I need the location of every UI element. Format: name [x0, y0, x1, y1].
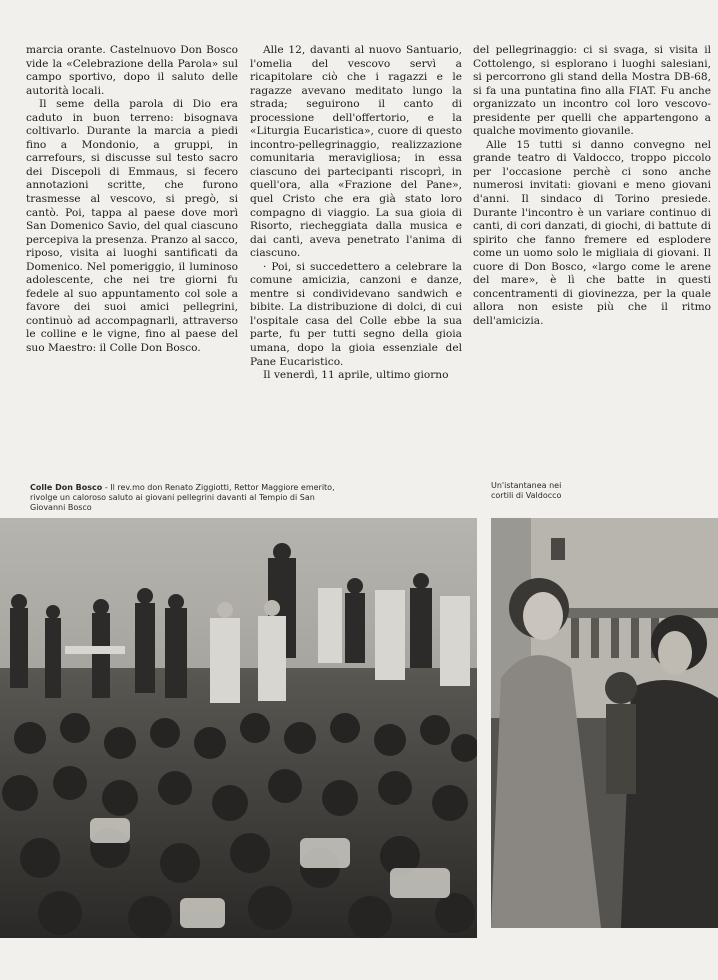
- caption-title: Colle Don Bosco: [30, 483, 103, 492]
- photo-caption-right: Un'istantanea nei cortili di Valdocco: [491, 481, 562, 500]
- text-column-1: [26, 44, 238, 356]
- photo-caption-left: [30, 483, 350, 513]
- photo-crowd-image: [0, 518, 477, 938]
- paragraph: Il seme della parola di Dio era caduto in buon terreno: bisognava coltivarlo. Durante la marcia a piedi fino a Mondonio, a gruppi, in carrefours, si discusse sul testo sacro dei Discepoli di Emmaus, si fecero annotazioni scritte, che furono trasmesse al vescovo, si pregò, si cantò. Poi, tappa al paese dove morì San Domenico Savio, del qual ciascuno percepiva la presenza. Pranzo al sacco, riposo, visita ai luoghi santificati da Domenico. Nel pomeriggio, il luminoso adolescente, che nei tre giorni fu fedele al suo appuntamento col sole a favore dei suoi amici pellegrini, continuò ad accompagnarli, attraverso le colline e le vigne, fino al paese del suo Maestro: il Colle Don Bosco.: [26, 98, 238, 355]
- paragraph: Alle 15 tutti si danno convegno nel grande teatro di Valdocco, troppo piccolo per l'occasione perchè ci sono anche numerosi invitati: giovani e meno giovani d'anni. Il sindaco di Torino presiede. Durante l'incontro è un variare continuo di canti, di cori danzati, di giochi, di battute di spirito che fanno fremere ed esplodere come un uomo solo le migliaia di giovani. Il cuore di Don Bosco, «largo come le arene del mare», è lì che batte in questi concentramenti di giovinezza, per la quale allora non esiste più che il ritmo dell'amicizia.: [473, 138, 711, 327]
- paragraph: Il venerdì, 11 aprile, ultimo giorno: [263, 369, 449, 382]
- paragraph: Alle 12, davanti al nuovo Santuario, l'omelia del vescovo servì a ricapitolare ciò che i ragazzi e le ragazze avevano meditato lungo la strada; seguirono il canto di processione dell'offertorio, e la «Liturgia Eucaristica», cuore di questo incontro-pellegrinaggio, realizzazione comunitaria meravigliosa; in essa ciascuno dei partecipanti riscoprì, in quell'ora, alla «Frazione del Pane», quel Cristo che era già stato loro compagno di viaggio. La sua gioia di Risorto, riecheggiata dalla musica e dai canti, aveva penetrato l'anima di ciascuno.: [250, 44, 462, 260]
- text-column-2: [250, 44, 462, 383]
- text-column-3: [473, 44, 711, 328]
- paragraph: · Poi, si succedettero a celebrare la comune amicizia, canzoni e danze, mentre si condividevano sandwich e bibite. La distribuzione di dolci, di cui l'ospitale casa del Colle ebbe la sua parte, fu per tutti segno della gioia umana, dopo la gioia essenziale del Pane Eucaristico.: [250, 260, 462, 368]
- photo-crowd-gathering: [0, 518, 477, 938]
- paragraph: del pellegrinaggio: ci si svaga, si visita il Cottolengo, si esplorano i luoghi salesiani, si percorrono gli stand della Mostra DB-68, si fa una puntatina fino alla FIAT. Fu anche organizzato un incontro col loro vescovo-presidente per quelli che appartengono a qualche movimento giovanile.: [473, 44, 711, 138]
- photo-courtyard-image: [491, 518, 718, 928]
- paragraph: marcia orante. Castelnuovo Don Bosco vide la «Celebrazione della Parola» sul campo sportivo, dopo il saluto delle autorità locali.: [26, 44, 238, 97]
- photo-valdocco-courtyard: [491, 518, 718, 928]
- caption-body: - Il rev.mo don Renato Ziggiotti, Rettor Maggiore emerito, rivolge un caloroso saluto ai giovani pellegrini davanti al Tempio di San Giovanni Bosco: [30, 483, 335, 512]
